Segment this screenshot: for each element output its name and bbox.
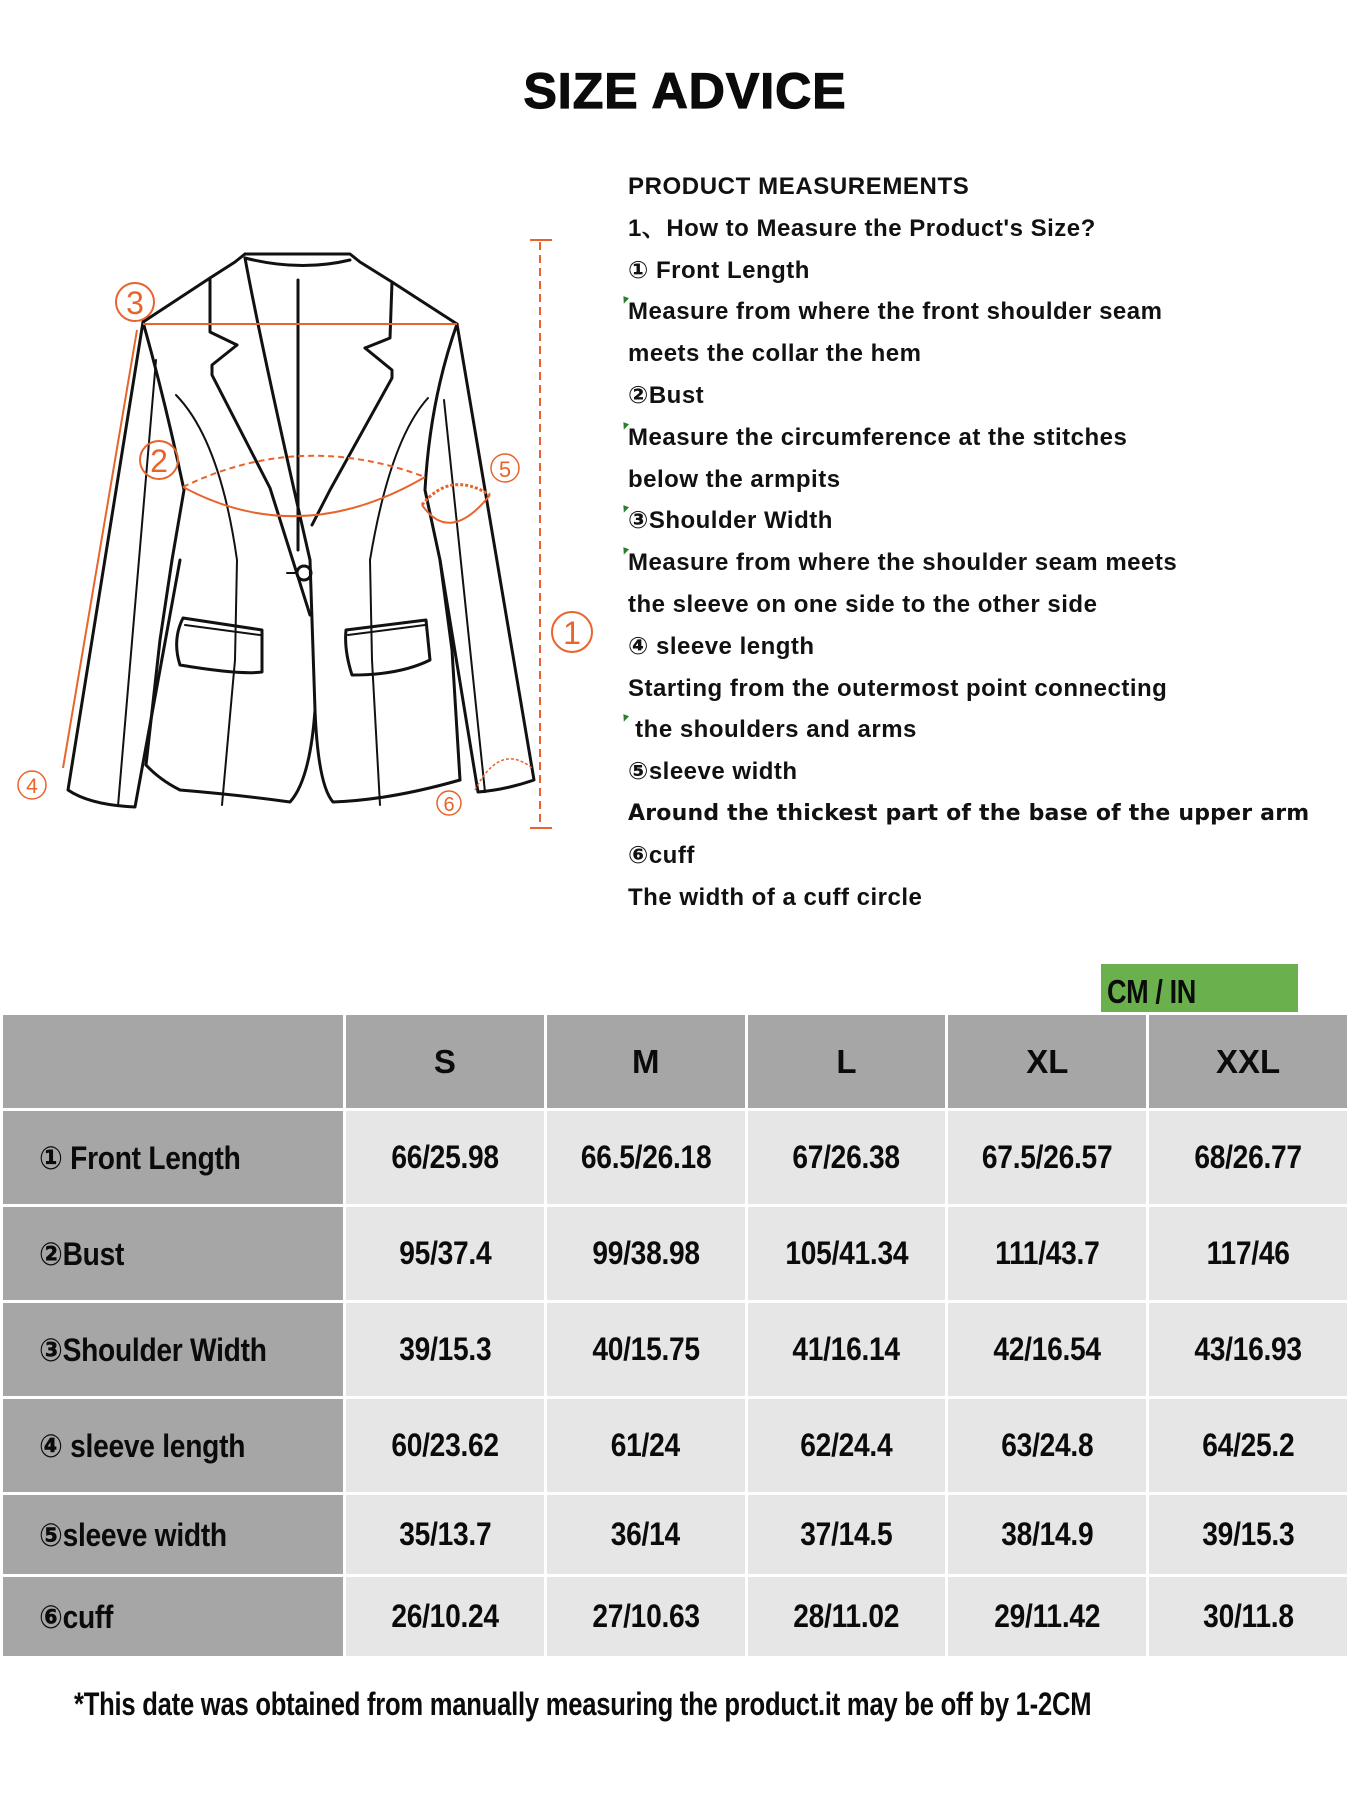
- instruction-line: ⑥cuff: [628, 841, 695, 869]
- instruction-line: meets the collar the hem: [628, 340, 922, 368]
- instruction-line: The width of a cuff circle: [628, 883, 923, 911]
- row-label: ① Front Length: [2, 1110, 345, 1206]
- header-cell-size: L: [746, 1014, 947, 1110]
- marker-3-icon: [116, 283, 154, 321]
- instruction-line: Measure the circumference at the stitches: [628, 417, 1348, 459]
- instruction-line: ① Front Length: [628, 256, 810, 284]
- table-cell: 67.5/26.57: [947, 1110, 1148, 1206]
- table-cell: 41/16.14: [746, 1302, 947, 1398]
- table-cell: 111/43.7: [947, 1206, 1148, 1302]
- table-cell: 28/11.02: [746, 1576, 947, 1658]
- table-row: [2, 1110, 1349, 1206]
- row-label: ④ sleeve length: [2, 1398, 345, 1494]
- instruction-line: ②Bust: [628, 381, 705, 409]
- measurement-disclaimer: *This date was obtained from manually measuring the product.it may be off by 1-2CM: [74, 1686, 1092, 1722]
- instruction-line: Measure from where the front shoulder seam: [628, 291, 1348, 333]
- instruction-line: ⑤sleeve width: [628, 758, 798, 786]
- blazer-outline-icon: [68, 254, 534, 807]
- table-cell: 60/23.62: [345, 1398, 546, 1494]
- marker-4-icon: [18, 771, 46, 799]
- table-cell: 29/11.42: [947, 1576, 1148, 1658]
- marker-5-icon: [491, 454, 519, 482]
- row-label: ⑥cuff: [2, 1576, 345, 1658]
- bust-line: [183, 477, 425, 516]
- svg-text:4: 4: [26, 775, 38, 798]
- instruction-line: ③Shoulder Width: [628, 500, 1348, 542]
- marker-6-icon: [437, 791, 461, 816]
- table-cell: 43/16.93: [1148, 1302, 1349, 1398]
- table-cell: 26/10.24: [345, 1576, 546, 1658]
- marker-1-icon: [552, 612, 592, 652]
- table-cell: 37/14.5: [746, 1494, 947, 1576]
- instruction-line: below the armpits: [628, 465, 841, 493]
- table-cell: 61/24: [545, 1398, 746, 1494]
- table-row: [2, 1398, 1349, 1494]
- table-row: [2, 1494, 1349, 1576]
- table-cell: 42/16.54: [947, 1302, 1148, 1398]
- instruction-line: the sleeve on one side to the other side: [628, 590, 1098, 618]
- table-cell: 105/41.34: [746, 1206, 947, 1302]
- instruction-line: ④ sleeve length: [628, 632, 815, 660]
- svg-text:5: 5: [498, 457, 512, 482]
- instruction-line: Measure from where the shoulder seam meets: [628, 542, 1348, 584]
- instructions-question: 1、How to Measure the Product's Size?: [628, 214, 1096, 242]
- svg-text:1: 1: [563, 615, 581, 651]
- row-label: ③Shoulder Width: [2, 1302, 345, 1398]
- table-cell: 64/25.2: [1148, 1398, 1349, 1494]
- table-cell: 39/15.3: [1148, 1494, 1349, 1576]
- header-cell-size: XL: [947, 1014, 1148, 1110]
- svg-text:3: 3: [126, 285, 144, 321]
- instruction-line: the shoulders and arms: [628, 709, 1348, 751]
- table-cell: 35/13.7: [345, 1494, 546, 1576]
- page-title: SIZE ADVICE: [523, 63, 847, 119]
- header-cell-size: XXL: [1148, 1014, 1349, 1110]
- table-header-row: [2, 1014, 1349, 1110]
- table-cell: 63/24.8: [947, 1398, 1148, 1494]
- table-row: [2, 1302, 1349, 1398]
- marker-2-icon: [140, 441, 178, 479]
- table-row: [2, 1206, 1349, 1302]
- table-cell: 66.5/26.18: [545, 1110, 746, 1206]
- table-cell: 38/14.9: [947, 1494, 1148, 1576]
- instructions-heading: PRODUCT MEASUREMENTS: [628, 173, 970, 200]
- header-cell-size: M: [545, 1014, 746, 1110]
- table-cell: 67/26.38: [746, 1110, 947, 1206]
- table-cell: 68/26.77: [1148, 1110, 1349, 1206]
- table-cell: 95/37.4: [345, 1206, 546, 1302]
- table-cell: 27/10.63: [545, 1576, 746, 1658]
- bust-line-dashed: [183, 456, 425, 487]
- row-label: ⑤sleeve width: [2, 1494, 345, 1576]
- table-cell: 66/25.98: [345, 1110, 546, 1206]
- table-cell: 62/24.4: [746, 1398, 947, 1494]
- svg-text:6: 6: [443, 794, 455, 816]
- table-cell: 40/15.75: [545, 1302, 746, 1398]
- header-cell-size: S: [345, 1014, 546, 1110]
- blazer-measurement-diagram: [0, 220, 610, 870]
- table-cell: 117/46: [1148, 1206, 1349, 1302]
- table-cell: 99/38.98: [545, 1206, 746, 1302]
- measurement-instructions: [628, 166, 1348, 918]
- svg-text:2: 2: [150, 443, 168, 479]
- size-chart-table: [0, 1012, 1350, 1659]
- table-cell: 36/14: [545, 1494, 746, 1576]
- table-cell: 39/15.3: [345, 1302, 546, 1398]
- unit-badge: CM / IN: [1101, 964, 1298, 1012]
- instruction-line: Around the thickest part of the base of the upper arm: [628, 800, 1310, 826]
- instruction-line: Starting from the outermost point connecting: [628, 674, 1168, 702]
- table-row: [2, 1576, 1349, 1658]
- header-cell-blank: [2, 1014, 345, 1110]
- row-label: ②Bust: [2, 1206, 345, 1302]
- table-cell: 30/11.8: [1148, 1576, 1349, 1658]
